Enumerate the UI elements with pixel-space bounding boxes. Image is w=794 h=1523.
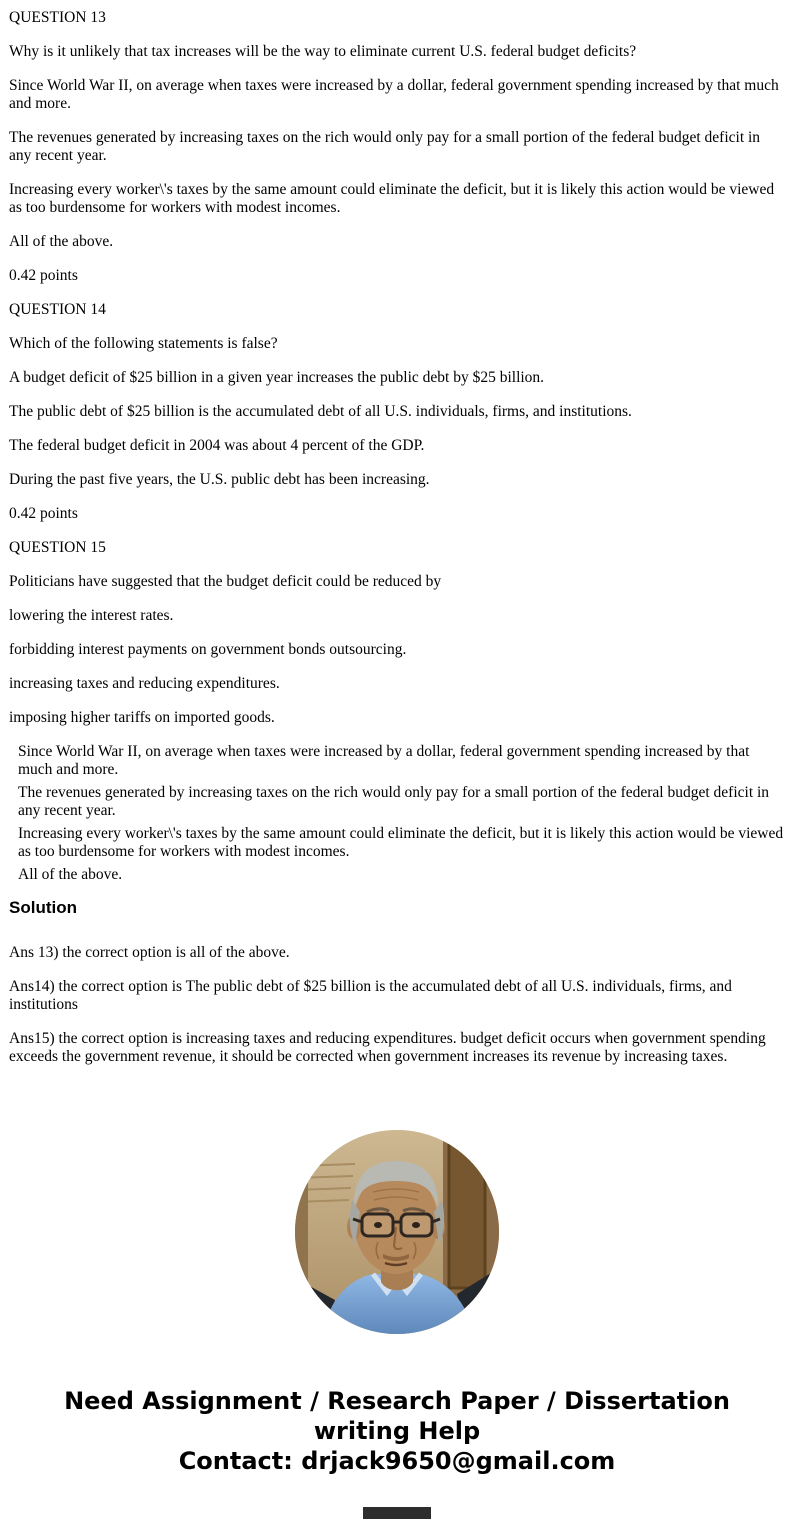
repeated-option-1: Since World War II, on average when taxes were increased by a dollar, federal government spending increased by that much and more. <box>18 743 750 778</box>
repeated-option-3: Increasing every worker\'s taxes by the same amount could eliminate the deficit, but it is likely this action would be viewed as too burdensome for workers with modest incomes. <box>18 825 784 860</box>
question-13-option-1: Since World War II, on average when taxes were increased by a dollar, federal government spending increased by that much and more. <box>9 77 779 112</box>
question-13-points: 0.42 points <box>9 267 78 284</box>
question-13-option-2: The revenues generated by increasing taxes on the rich would only pay for a small portion of the federal budget deficit in any recent year. <box>9 129 761 164</box>
solution-answer-15: Ans15) the correct option is increasing taxes and reducing expenditures. budget deficit occurs when government spending exceeds the government revenue, it should be corrected when government increases its revenue by increasing taxes. <box>9 1030 766 1065</box>
question-14-option-4: During the past five years, the U.S. public debt has been increasing. <box>9 471 430 488</box>
question-13-option-3: Increasing every worker\'s taxes by the same amount could eliminate the deficit, but it is likely this action would be viewed as too burdensome for workers with modest incomes. <box>9 181 775 216</box>
question-13-heading: QUESTION 13 <box>9 9 106 26</box>
avatar <box>295 1130 499 1334</box>
question-14-option-1: A budget deficit of $25 billion in a given year increases the public debt by $25 billion. <box>9 369 545 386</box>
solution-answer-14: Ans14) the correct option is The public debt of $25 billion is the accumulated debt of all U.S. individuals, firms, and institutions <box>9 978 732 1013</box>
question-15-option-4: imposing higher tariffs on imported goods. <box>9 709 275 726</box>
bottom-bar <box>363 1507 431 1519</box>
question-14-option-2: The public debt of $25 billion is the accumulated debt of all U.S. individuals, firms, and institutions. <box>9 403 632 420</box>
eye-left <box>374 1222 382 1228</box>
portrait-photo <box>295 1130 499 1334</box>
question-15-heading: QUESTION 15 <box>9 539 106 556</box>
footer-banner <box>9 1386 785 1476</box>
question-14-heading: QUESTION 14 <box>9 301 106 318</box>
eye-right <box>412 1222 420 1228</box>
repeated-options-block <box>18 743 785 884</box>
footer-line-1: Need Assignment / Research Paper / Dissertation <box>64 1387 730 1415</box>
question-15-option-2: forbidding interest payments on government bonds outsourcing. <box>9 641 407 658</box>
footer-contact-email: Contact: drjack9650@gmail.com <box>178 1447 616 1475</box>
solution-heading: Solution <box>9 898 77 917</box>
repeated-option-2: The revenues generated by increasing taxes on the rich would only pay for a small portion of the federal budget deficit in any recent year. <box>18 784 770 819</box>
question-14-option-3: The federal budget deficit in 2004 was about 4 percent of the GDP. <box>9 437 425 454</box>
question-15-option-3: increasing taxes and reducing expenditures. <box>9 675 280 692</box>
question-15-option-1: lowering the interest rates. <box>9 607 174 624</box>
footer-line-2: writing Help <box>313 1417 481 1445</box>
question-14-points: 0.42 points <box>9 505 78 522</box>
question-15-prompt: Politicians have suggested that the budget deficit could be reduced by <box>9 573 442 590</box>
question-13-option-4: All of the above. <box>9 233 114 250</box>
solution-answer-13: Ans 13) the correct option is all of the above. <box>9 944 290 961</box>
repeated-option-4: All of the above. <box>18 866 123 883</box>
question-14-prompt: Which of the following statements is false? <box>9 335 278 352</box>
question-13-prompt: Why is it unlikely that tax increases will be the way to eliminate current U.S. federal budget deficits? <box>9 43 637 60</box>
